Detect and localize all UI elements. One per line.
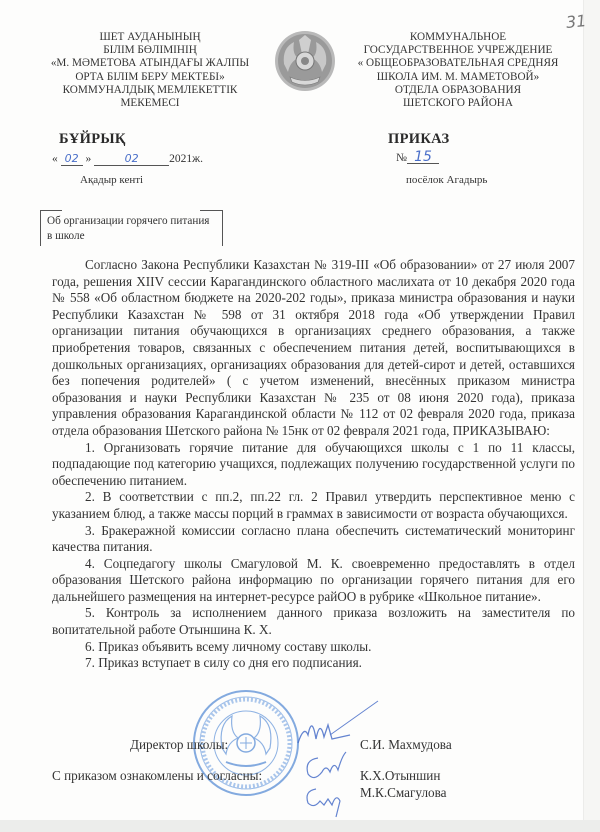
date-month-handwritten: 02 xyxy=(94,153,169,166)
scan-edge-bottom xyxy=(0,820,600,832)
order-title-kazakh: БҰЙРЫҚ xyxy=(59,131,126,147)
order-item: 2. В соответствии с пп.2, пп.22 гл. 2 Правил утвердить перспективное меню с указанием блюд, а также массы порций в граммах в зависимости от возраста обучающихся. xyxy=(52,489,575,521)
order-item: 5. Контроль за исполнением данного приказа возложить на заместителя по вопитательной работе Отыншина К. Х. xyxy=(52,605,575,638)
header-kazakh xyxy=(35,31,265,110)
header-ru-line: « ОБЩЕОБРАЗОВАТЕЛЬНАЯ СРЕДНЯЯ xyxy=(357,57,559,70)
header-kz-line: ШЕТ АУДАНЫНЫҢ xyxy=(99,31,201,43)
place-russian: посёлок Агадырь xyxy=(406,174,488,186)
order-item: 7. Приказ вступает в силу со дня его подписания. xyxy=(85,655,362,671)
order-title-russian: ПРИКАЗ xyxy=(388,131,450,147)
header-ru-line: КОММУНАЛЬНОЕ xyxy=(409,31,507,43)
state-emblem-icon xyxy=(274,30,336,92)
date-open-quote: « xyxy=(52,153,58,165)
order-item: 1. Организовать горячие питание для обучающихся школы с 1 по 11 классы, подпадающие под категорию учащихся, подлежащих получению государственной услуги по обеспечению питанием. xyxy=(52,439,575,488)
order-item: 6. Приказ объявить всему личному составу школы. xyxy=(85,638,372,654)
header-kz-line: БІЛІМ БӨЛІМІНІҢ xyxy=(103,44,197,57)
header-ru-line: ГОСУДАРСТВЕННОЕ УЧРЕЖДЕНИЕ xyxy=(363,44,553,57)
acknowledge-label: С приказом ознакомлены и согласны: xyxy=(52,768,263,783)
order-number-handwritten: 15 xyxy=(407,151,439,164)
header-russian xyxy=(343,31,573,110)
subject-box xyxy=(40,210,223,246)
subject-line: Об организации горячего питания xyxy=(47,215,210,227)
order-item: 4. Соцпедагогу школы Смагуловой М. К. своевременно предоставлять в отдел образования Шетского района информацию по организации горячего питания для его дальнейшего размещения на интернет-ресурсе райОО в рубрике «Школьное питание». xyxy=(52,555,575,604)
header-ru-line: ШКОЛА ИМ. М. МАМЕТОВОЙ» xyxy=(376,70,540,83)
acknowledged-name: М.К.Смагулова xyxy=(360,785,447,800)
order-body xyxy=(52,257,575,672)
order-number xyxy=(396,151,439,164)
scan-edge-right xyxy=(583,0,600,820)
subject-line: в школе xyxy=(47,229,85,242)
order-item: 3. Бракеражной комиссии согласно плана обеспечить систематический мониторинг качества питания. xyxy=(52,522,575,555)
number-sign: № xyxy=(396,152,407,164)
handwritten-page-number: 31 xyxy=(565,10,588,33)
signature-smagulova-icon xyxy=(302,783,352,818)
header-ru-line: ШЕТСКОГО РАЙОНА xyxy=(403,97,513,110)
date-close-quote: » xyxy=(85,153,92,165)
order-date xyxy=(52,153,203,166)
header-kz-line: МЕКЕМЕСІ xyxy=(120,97,180,110)
preamble-paragraph: Согласно Закона Республики Казахстан № 319-III «Об образовании» от 27 июля 2007 года, решения XIIV сессии Карагандинского областного маслихата от 10 декабря 2020 года № 558 «Об областном бюджете на 2020-202 годы», приказа министра образования и науки Республики Казахстан № 598 от 31 октября 2018 года «Об утверждении Правил организации питания обучающихся в организациях среднего образования, а также приобретения товаров, связанных с обеспечением питания детей, воспитывающихся в дошкольных организациях, организациях образования для детей-сирот и детей, оставшихся без попечения родителей» ( с учетом изменений, внесённых приказом министра образования и науки Республики Казахстан № 235 от 08 июня 2020 года), приказа управления образования Карагандинской области № 112 от 02 февраля 2020 года, приказа отдела образования Шетского района № 15нк от 02 февраля 2021 года, ПРИКАЗЫВАЮ: xyxy=(52,257,575,438)
header-kz-line: «М. МӘМЕТОВА АТЫНДАҒЫ ЖАЛПЫ xyxy=(50,57,250,70)
header-kz-line: КОММУНАЛДЫҚ МЕМЛЕКЕТТІК xyxy=(62,83,238,96)
place-kazakh: Ақадыр кенті xyxy=(80,174,144,186)
signature-otynshin-icon xyxy=(302,750,352,785)
date-year: 2021ж. xyxy=(169,153,203,165)
header-kz-line: ОРТА БІЛІМ БЕРУ МЕКТЕБІ» xyxy=(75,70,225,83)
director-name: С.И. Махмудова xyxy=(360,737,452,752)
header-ru-line: ОТДЕЛА ОБРАЗОВАНИЯ xyxy=(394,83,522,96)
date-day-handwritten: 02 xyxy=(61,153,83,166)
director-label: Директор школы: xyxy=(130,737,229,752)
acknowledged-name: К.Х.Отыншин xyxy=(360,768,441,783)
subject-text xyxy=(47,214,209,243)
